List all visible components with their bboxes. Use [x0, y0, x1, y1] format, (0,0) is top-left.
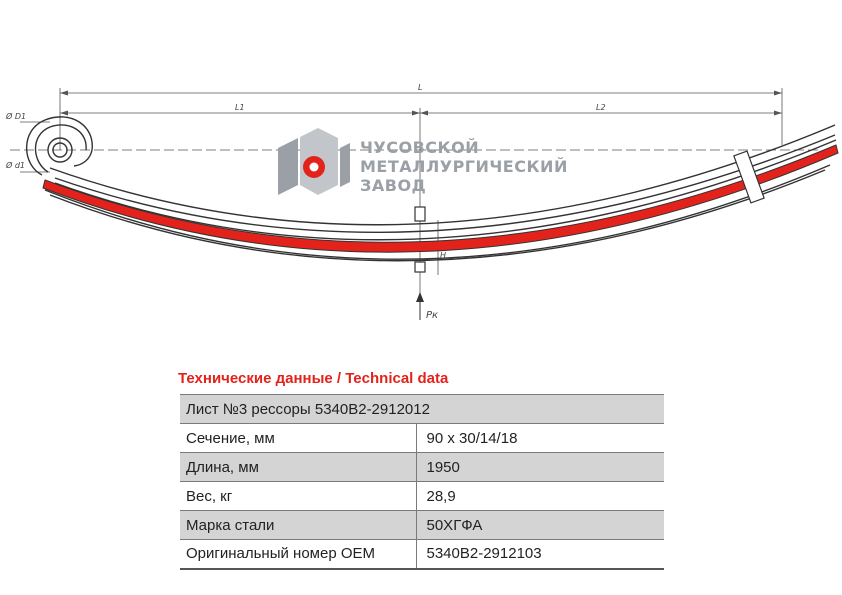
dim-label-D1: Ø D1: [6, 112, 27, 121]
logo-text: [360, 138, 568, 195]
load-label: Pк: [426, 310, 439, 321]
dim-label-H: H: [440, 251, 447, 260]
row-value: 28,9: [416, 482, 664, 511]
table-row: [180, 511, 664, 540]
logo-mark: [278, 128, 350, 195]
table-header: Лист №3 рессоры 5340В2-2912012: [180, 395, 664, 424]
dim-label-L1: L1: [235, 103, 245, 112]
dim-label-d1: Ø d1: [6, 161, 26, 170]
table-row: [180, 540, 664, 569]
row-label: Марка стали: [180, 511, 416, 540]
logo-line-3: ЗАВОД: [360, 176, 427, 195]
row-label: Длина, мм: [180, 453, 416, 482]
spring-eye: [27, 117, 93, 175]
row-value: 5340В2-2912103: [416, 540, 664, 569]
row-label: Вес, кг: [180, 482, 416, 511]
table-title: Технические данные / Technical data: [178, 370, 449, 387]
row-label: Оригинальный номер OEM: [180, 540, 416, 569]
logo-line-1: ЧУСОВСКОЙ: [360, 138, 480, 157]
row-label: Сечение, мм: [180, 424, 416, 453]
table-row: [180, 482, 664, 511]
load-arrow: [416, 292, 424, 320]
dim-label-L2: L2: [596, 103, 606, 112]
logo-line-2: МЕТАЛЛУРГИЧЕСКИЙ: [360, 157, 568, 176]
row-value: 90 х 30/14/18: [416, 424, 664, 453]
spec-table: [180, 394, 664, 570]
table-row: [180, 424, 664, 453]
row-value: 1950: [416, 453, 664, 482]
table-header-row: [180, 395, 664, 424]
row-value: 50ХГФА: [416, 511, 664, 540]
table-row: [180, 453, 664, 482]
dimension-arrows: [60, 91, 782, 116]
dim-label-L: L: [418, 83, 423, 92]
